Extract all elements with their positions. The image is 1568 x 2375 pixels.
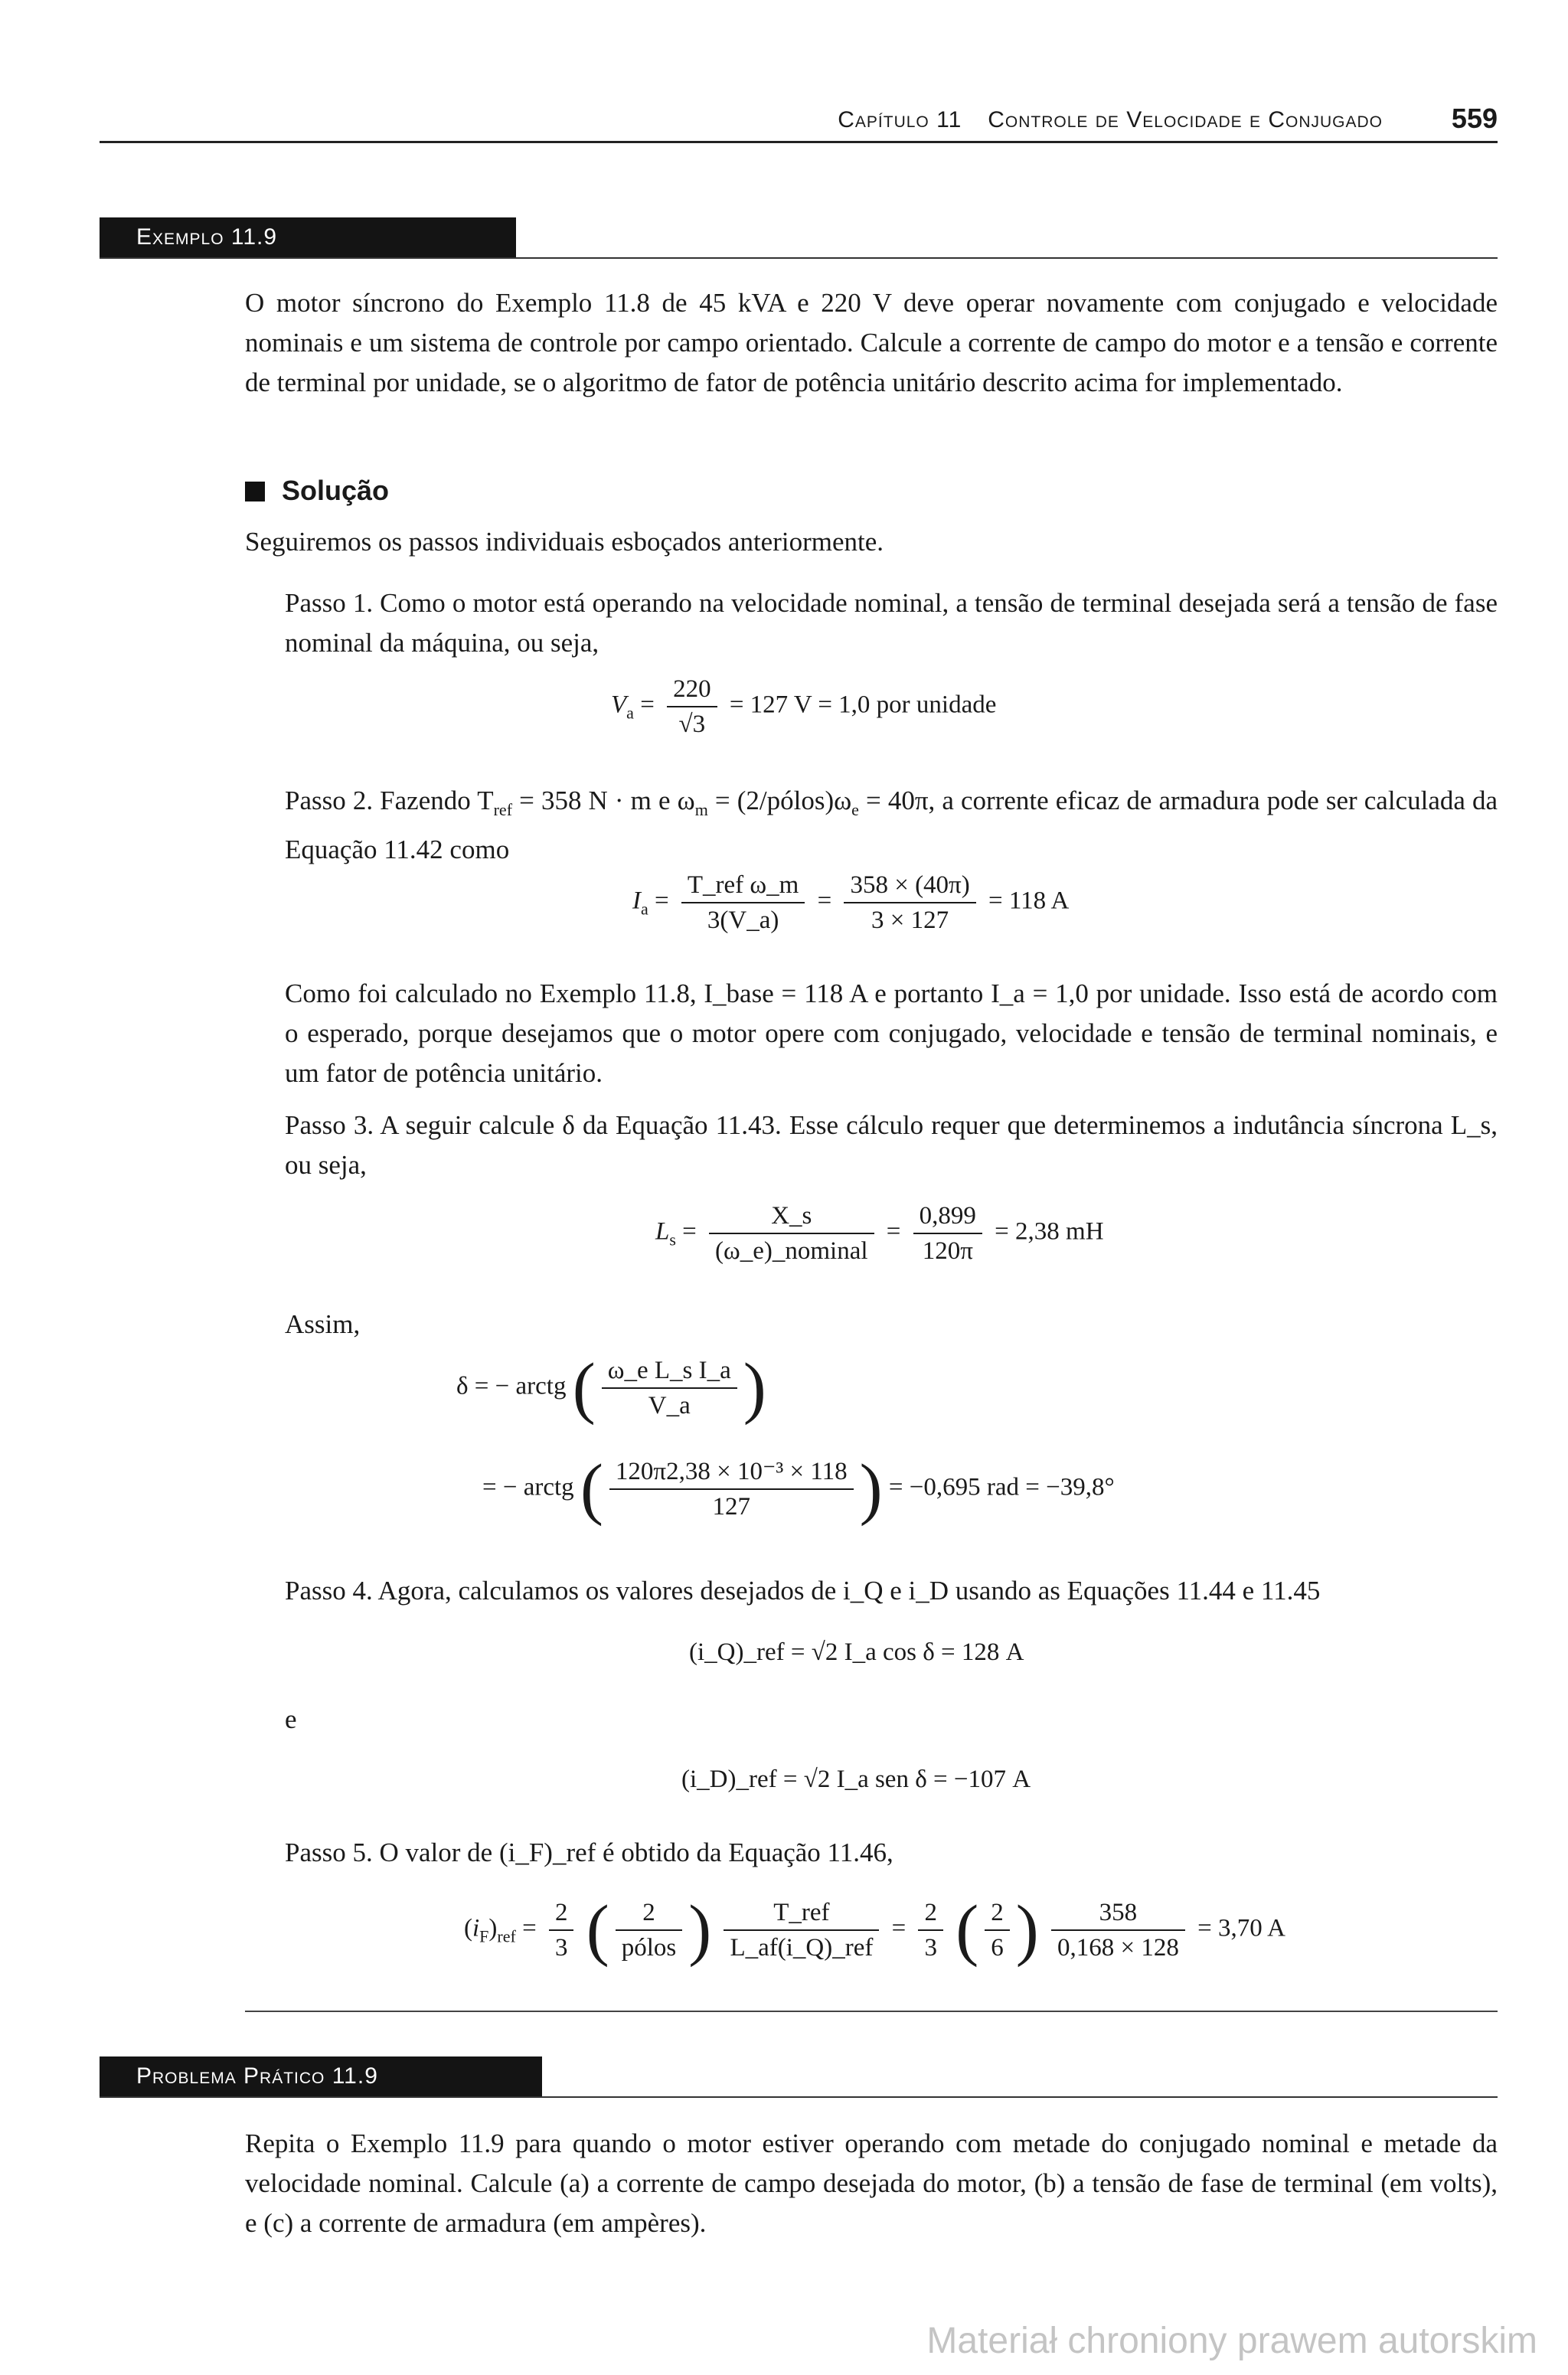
equation-iq: (i_Q)_ref = √2 I_a cos δ = 128 A bbox=[689, 1638, 1024, 1666]
step-1: Passo 1. Como o motor está operando na velocidade nominal, a tensão de terminal desejada será a tensão de fase nominal da máquina, ou seja, bbox=[285, 588, 1498, 658]
assim-text: Assim, bbox=[285, 1309, 361, 1339]
example-statement: O motor síncrono do Exemplo 11.8 de 45 kVA e 220 V deve operar novamente com conjugado e velocidade nominais e um sistema de controle por campo orientado. Calcule a corrente de campo do motor e a tensão e corrente de terminal por unidade, se o algoritmo de fator de potência unitário descrito acima for implementado. bbox=[245, 288, 1498, 397]
problem-statement: Repita o Exemplo 11.9 para quando o motor estiver operando com metade do conjugado nominal e metade da velocidade nominal. Calcule (a) a corrente de campo desejada do motor, (b) a tensão de fase de terminal (em volts), e (c) a corrente de armadura (em ampères). bbox=[245, 2128, 1498, 2238]
equation-delta-1: δ = − arctg ( $\frac{\text{ω\_e L\_s I\_a}}{V\_a}$ ) bbox=[456, 1350, 766, 1426]
example-tab bbox=[100, 217, 1498, 259]
problem-tab bbox=[100, 2056, 1498, 2098]
copyright-watermark: Materiał chroniony prawem autorskim bbox=[926, 2321, 1537, 2361]
running-header bbox=[100, 98, 1498, 143]
step-5: Passo 5. O valor de (i_F)_ref é obtido da Equação 11.46, bbox=[285, 1838, 893, 1867]
example-end-rule bbox=[245, 2011, 1498, 2012]
equation-if: $(i_F)_{ref}$ = $\frac{2}{3}$ ( $\frac{2}{\text{pólos}}$ ) $\frac{\text{T\_ref}}{\text{L\_af(i\_Q)\_ref}}$ = $\frac{2}{3}$ ( $\frac{2}{6}$ ) $\frac{358}{0,168 \times 128}$ = 3,70 A bbox=[464, 1892, 1285, 1968]
step-4: Passo 4. Agora, calculamos os valores desejados de i_Q e i_D usando as Equações 11.44 e 11.45 bbox=[285, 1576, 1321, 1606]
step-2: Passo 2. Fazendo $T_{ref} = 358$ N · m e $\omega_m$ = $(2/pólos)\omega_e = 40\pi$, a corrente eficaz de armadura pode ser calculada da Equação 11.42 como bbox=[285, 786, 1498, 864]
example-label: Exemplo 11.9 bbox=[100, 217, 516, 257]
equation-va: $V_a$ = $\frac{220}{√3}$ = 127 V = 1,0 por unidade bbox=[611, 675, 997, 738]
page-number: 559 bbox=[1451, 103, 1498, 134]
solution-intro: Seguiremos os passos individuais esboçados anteriormente. bbox=[245, 527, 884, 557]
header-chapter: Capítulo 11 Controle de Velocidade e Conjugado bbox=[838, 107, 1383, 132]
solution-heading: Solução bbox=[243, 475, 389, 507]
bullet-square-icon bbox=[245, 482, 265, 501]
problem-label: Problema Prático 11.9 bbox=[100, 2056, 542, 2096]
equation-ia: $I_a$ = $\frac{\text{T\_ref ω\_m}}{3(V\_a)}$ = $\frac{358 \times (40\pi)}{3 \times 127}$ = 118 A bbox=[632, 871, 1070, 934]
equation-id: (i_D)_ref = √2 I_a sen δ = −107 A bbox=[681, 1766, 1031, 1793]
equation-ls: $L_s$ = $\frac{X\_s}{\text{(ω\_e)\_nominal}}$ = $\frac{0,899}{120\pi}$ = 2,38 mH bbox=[655, 1202, 1104, 1265]
connector-e: e bbox=[285, 1704, 297, 1734]
step-3: Passo 3. A seguir calcule δ da Equação 11.43. Esse cálculo requer que determinemos a indutância síncrona L_s, ou seja, bbox=[285, 1110, 1498, 1180]
equation-delta-2: = − arctg ( $\frac{\text{120π2,38 × 10⁻³ × 118}}{127}$ ) = −0,695 rad = −39,8° bbox=[482, 1451, 1115, 1527]
step-2-note: Como foi calculado no Exemplo 11.8, I_base = 118 A e portanto I_a = 1,0 por unidade. Isso está de acordo com o esperado, porque desejamos que o motor opere com conjugado, velocidade e tensão de terminal nominais, e um fator de potência unitário. bbox=[285, 978, 1498, 1088]
